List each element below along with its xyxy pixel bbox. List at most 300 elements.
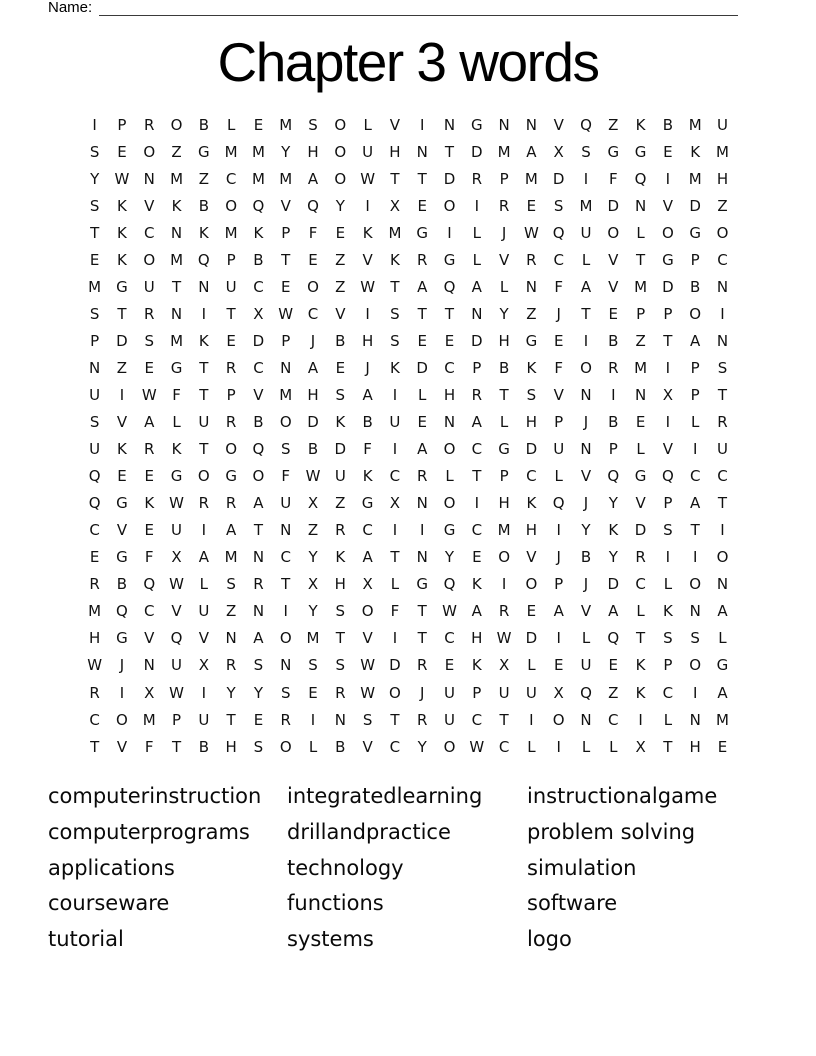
grid-letter: Q bbox=[580, 115, 592, 134]
grid-letter: I bbox=[92, 115, 97, 134]
word-list-item: logo bbox=[527, 927, 572, 952]
grid-letter: N bbox=[89, 358, 101, 377]
grid-letter: S bbox=[335, 385, 346, 404]
grid-letter: O bbox=[170, 115, 183, 134]
grid-letter: P bbox=[90, 331, 100, 350]
grid-letter: L bbox=[663, 575, 673, 594]
grid-letter: D bbox=[389, 656, 401, 675]
grid-letter: I bbox=[665, 413, 671, 432]
grid-letter: H bbox=[443, 385, 456, 404]
grid-letter: L bbox=[581, 629, 591, 648]
grid-letter: Z bbox=[335, 250, 346, 269]
grid-letter: K bbox=[471, 656, 482, 675]
grid-letter: X bbox=[144, 683, 155, 702]
grid-letter: B bbox=[580, 548, 592, 567]
grid-letter: U bbox=[716, 115, 728, 134]
grid-letter: N bbox=[252, 548, 265, 567]
grid-letter: C bbox=[307, 304, 319, 323]
grid-letter: P bbox=[499, 169, 509, 188]
grid-letter: V bbox=[280, 196, 291, 215]
grid-letter: B bbox=[362, 413, 373, 432]
grid-letter: J bbox=[501, 223, 507, 242]
grid-letter: N bbox=[634, 385, 647, 404]
grid-letter: M bbox=[279, 385, 293, 404]
grid-letter: L bbox=[499, 413, 509, 432]
grid-letter: K bbox=[335, 548, 346, 567]
grid-letter: C bbox=[608, 710, 619, 729]
grid-letter: K bbox=[253, 223, 264, 242]
grid-letter: D bbox=[689, 196, 701, 215]
grid-letter: K bbox=[635, 656, 646, 675]
grid-letter: G bbox=[443, 250, 456, 269]
word-list-item: applications bbox=[48, 855, 175, 880]
grid-letter: M bbox=[224, 223, 238, 242]
grid-letter: T bbox=[663, 331, 673, 350]
grid-letter: N bbox=[416, 494, 428, 513]
grid-letter: I bbox=[474, 494, 480, 513]
grid-letter: N bbox=[580, 710, 592, 729]
grid-letter: Q bbox=[607, 467, 620, 486]
word-list-item: software bbox=[527, 891, 618, 916]
grid-letter: M bbox=[224, 142, 238, 161]
grid-letter: N bbox=[252, 602, 265, 621]
grid-letter: T bbox=[171, 737, 182, 756]
grid-letter: T bbox=[199, 385, 209, 404]
grid-letter: J bbox=[556, 548, 561, 567]
grid-letter: J bbox=[556, 304, 561, 323]
grid-letter: I bbox=[392, 440, 398, 459]
grid-letter: F bbox=[144, 737, 154, 756]
grid-letter: Z bbox=[608, 683, 619, 702]
grid-letter: E bbox=[608, 304, 619, 323]
grid-letter: N bbox=[689, 710, 701, 729]
grid-letter: M bbox=[688, 169, 702, 188]
grid-letter: R bbox=[498, 602, 510, 621]
grid-letter: W bbox=[141, 385, 157, 404]
grid-letter: K bbox=[471, 575, 482, 594]
grid-letter: V bbox=[144, 629, 155, 648]
grid-letter: A bbox=[553, 602, 564, 621]
grid-letter: L bbox=[636, 440, 645, 459]
grid-letter: C bbox=[144, 602, 155, 621]
grid-letter: F bbox=[608, 169, 618, 188]
grid-letter: D bbox=[116, 331, 128, 350]
grid-letter: I bbox=[665, 169, 671, 188]
grid-letter: M bbox=[716, 710, 729, 729]
grid-letter: J bbox=[310, 331, 316, 350]
grid-letter: I bbox=[529, 710, 534, 729]
grid-letter: C bbox=[662, 683, 674, 702]
grid-letter: E bbox=[117, 142, 127, 161]
grid-letter: M bbox=[88, 602, 102, 621]
grid-letter: K bbox=[171, 440, 182, 459]
grid-letter: C bbox=[471, 521, 483, 540]
page-title: Chapter 3 words bbox=[217, 31, 599, 93]
grid-letter: N bbox=[198, 277, 210, 296]
grid-letter: L bbox=[172, 413, 181, 432]
grid-letter: D bbox=[607, 575, 620, 594]
grid-letter: P bbox=[554, 413, 564, 432]
grid-letter: N bbox=[443, 115, 456, 134]
grid-letter: U bbox=[198, 602, 210, 621]
grid-letter: E bbox=[253, 710, 264, 729]
grid-letter: O bbox=[443, 440, 456, 459]
grid-letter: C bbox=[471, 710, 483, 729]
grid-letter: I bbox=[474, 196, 480, 215]
grid-letter: D bbox=[471, 142, 483, 161]
grid-letter: K bbox=[117, 440, 127, 459]
word-list-item: functions bbox=[287, 891, 384, 916]
grid-letter: A bbox=[253, 494, 264, 513]
word-list-item: drillandpractice bbox=[287, 819, 451, 844]
grid-letter: J bbox=[583, 494, 589, 513]
word-list-item: courseware bbox=[48, 891, 170, 916]
grid-letter: U bbox=[89, 385, 101, 404]
grid-letter: M bbox=[634, 277, 648, 296]
grid-letter: K bbox=[117, 223, 127, 242]
grid-letter: M bbox=[716, 142, 729, 161]
grid-letter: O bbox=[361, 602, 374, 621]
grid-letter: A bbox=[362, 385, 373, 404]
grid-letter: E bbox=[444, 331, 455, 350]
grid-letter: Z bbox=[717, 196, 728, 215]
grid-letter: P bbox=[663, 656, 673, 675]
grid-letter: P bbox=[690, 250, 700, 269]
grid-letter: Z bbox=[171, 142, 182, 161]
grid-letter: K bbox=[635, 115, 646, 134]
grid-letter: X bbox=[253, 304, 264, 323]
grid-letter: T bbox=[281, 575, 291, 594]
grid-letter: B bbox=[307, 440, 319, 459]
grid-letter: G bbox=[607, 142, 620, 161]
grid-letter: M bbox=[88, 277, 102, 296]
grid-letter: U bbox=[525, 683, 537, 702]
grid-letter: K bbox=[362, 467, 373, 486]
grid-letter: O bbox=[279, 629, 292, 648]
grid-letter: G bbox=[116, 548, 128, 567]
grid-letter: B bbox=[198, 737, 209, 756]
grid-letter: F bbox=[390, 602, 400, 621]
grid-letter: I bbox=[611, 385, 616, 404]
name-row bbox=[48, 0, 738, 16]
grid-letter: U bbox=[198, 413, 210, 432]
grid-letter: S bbox=[89, 304, 100, 323]
grid-letter: H bbox=[498, 494, 510, 513]
grid-letter: S bbox=[717, 358, 728, 377]
grid-letter: F bbox=[172, 385, 181, 404]
grid-letter: N bbox=[525, 115, 538, 134]
grid-letter: A bbox=[417, 277, 428, 296]
grid-letter: I bbox=[419, 521, 425, 540]
grid-letter: I bbox=[720, 521, 725, 540]
grid-letter: U bbox=[580, 656, 592, 675]
grid-letter: I bbox=[665, 358, 671, 377]
grid-letter: P bbox=[472, 358, 482, 377]
grid-letter: I bbox=[283, 602, 288, 621]
grid-letter: Q bbox=[116, 602, 128, 621]
grid-letter: H bbox=[471, 629, 483, 648]
grid-letter: D bbox=[552, 169, 565, 188]
grid-letter: M bbox=[170, 331, 184, 350]
grid-letter: O bbox=[143, 250, 156, 269]
grid-letter: P bbox=[226, 250, 236, 269]
grid-letter: U bbox=[498, 683, 510, 702]
grid-letter: Y bbox=[335, 196, 345, 215]
grid-letter: T bbox=[581, 304, 591, 323]
grid-letter: N bbox=[716, 277, 729, 296]
grid-letter: K bbox=[362, 223, 373, 242]
grid-letter: L bbox=[663, 710, 673, 729]
grid-letter: E bbox=[89, 548, 100, 567]
grid-letter: E bbox=[608, 656, 619, 675]
grid-letter: N bbox=[689, 602, 701, 621]
grid-letter: N bbox=[143, 169, 155, 188]
grid-letter: G bbox=[116, 494, 128, 513]
grid-letter: E bbox=[472, 548, 482, 567]
grid-letter: K bbox=[117, 196, 127, 215]
grid-letter: T bbox=[199, 358, 209, 377]
grid-letter: K bbox=[198, 331, 209, 350]
grid-letter: Y bbox=[581, 521, 591, 540]
grid-letter: S bbox=[390, 331, 400, 350]
grid-letter: Y bbox=[444, 548, 455, 567]
grid-letter: X bbox=[389, 196, 401, 215]
grid-letter: S bbox=[253, 737, 264, 756]
grid-letter: S bbox=[253, 656, 264, 675]
grid-letter: F bbox=[554, 277, 564, 296]
grid-letter: W bbox=[114, 169, 130, 188]
grid-letter: V bbox=[362, 250, 373, 269]
grid-letter: E bbox=[308, 683, 318, 702]
grid-letter: N bbox=[634, 196, 647, 215]
grid-letter: A bbox=[690, 494, 701, 513]
grid-letter: L bbox=[445, 467, 454, 486]
grid-letter: S bbox=[144, 331, 154, 350]
grid-letter: N bbox=[443, 413, 456, 432]
grid-letter: R bbox=[253, 575, 264, 594]
grid-letter: Z bbox=[116, 358, 128, 377]
grid-letter: C bbox=[689, 467, 701, 486]
grid-letter: B bbox=[335, 737, 346, 756]
grid-letter: T bbox=[90, 737, 100, 756]
grid-letter: C bbox=[253, 358, 264, 377]
grid-letter: N bbox=[498, 115, 510, 134]
grid-letter: M bbox=[170, 250, 184, 269]
grid-letter: Z bbox=[608, 115, 619, 134]
grid-letter: R bbox=[526, 250, 537, 269]
grid-letter: L bbox=[636, 602, 645, 621]
grid-letter: O bbox=[225, 196, 238, 215]
grid-letter: A bbox=[690, 331, 701, 350]
grid-letter: Q bbox=[607, 629, 620, 648]
grid-letter: I bbox=[119, 683, 125, 702]
grid-letter: I bbox=[692, 548, 698, 567]
grid-letter: W bbox=[278, 304, 294, 323]
grid-letter: M bbox=[224, 548, 238, 567]
grid-letter: O bbox=[552, 710, 565, 729]
grid-letter: P bbox=[690, 358, 700, 377]
grid-letter: V bbox=[116, 521, 128, 540]
grid-letter: R bbox=[635, 548, 646, 567]
grid-letter: Q bbox=[170, 629, 183, 648]
grid-letter: A bbox=[362, 548, 373, 567]
grid-letter: N bbox=[280, 521, 292, 540]
grid-letter: G bbox=[225, 467, 237, 486]
grid-letter: H bbox=[225, 737, 237, 756]
grid-letter: V bbox=[362, 629, 373, 648]
grid-letter: S bbox=[581, 142, 591, 161]
grid-letter: V bbox=[635, 494, 646, 513]
grid-letter: F bbox=[281, 467, 291, 486]
grid-letter: O bbox=[279, 737, 292, 756]
grid-letter: O bbox=[580, 358, 592, 377]
grid-letter: S bbox=[280, 683, 291, 702]
grid-letter: N bbox=[416, 548, 428, 567]
grid-letter: E bbox=[226, 331, 236, 350]
grid-letter: Q bbox=[552, 494, 565, 513]
grid-letter: Q bbox=[443, 277, 456, 296]
grid-letter: H bbox=[361, 331, 374, 350]
grid-letter: K bbox=[144, 494, 155, 513]
grid-letter: A bbox=[717, 602, 728, 621]
grid-letter: M bbox=[388, 223, 402, 242]
grid-letter: R bbox=[416, 250, 428, 269]
grid-letter: S bbox=[335, 656, 346, 675]
grid-letter: Y bbox=[253, 683, 264, 702]
grid-letter: A bbox=[526, 142, 537, 161]
grid-letter: V bbox=[144, 196, 155, 215]
grid-letter: A bbox=[717, 683, 728, 702]
grid-letter: Z bbox=[307, 521, 319, 540]
grid-letter: Q bbox=[552, 223, 565, 242]
grid-letter: P bbox=[499, 467, 509, 486]
grid-letter: B bbox=[116, 575, 128, 594]
grid-letter: T bbox=[390, 710, 400, 729]
word-list-item: problem solving bbox=[527, 819, 696, 844]
grid-letter: Y bbox=[608, 548, 618, 567]
grid-letter: E bbox=[144, 358, 154, 377]
grid-letter: U bbox=[143, 277, 155, 296]
grid-letter: P bbox=[636, 304, 646, 323]
grid-letter: R bbox=[416, 467, 428, 486]
grid-letter: Y bbox=[226, 683, 236, 702]
grid-letter: I bbox=[692, 440, 698, 459]
grid-letter: M bbox=[279, 169, 293, 188]
grid-letter: O bbox=[143, 142, 156, 161]
grid-letter: L bbox=[472, 250, 481, 269]
grid-letter: G bbox=[662, 250, 674, 269]
grid-letter: X bbox=[389, 494, 401, 513]
grid-letter: T bbox=[499, 385, 509, 404]
grid-letter: W bbox=[360, 277, 376, 296]
grid-letter: P bbox=[690, 385, 700, 404]
grid-letter: F bbox=[308, 223, 318, 242]
grid-letter: U bbox=[444, 710, 455, 729]
grid-letter: M bbox=[634, 358, 648, 377]
grid-letter: B bbox=[608, 331, 619, 350]
grid-letter: T bbox=[717, 494, 728, 513]
word-list-item: integratedlearning bbox=[287, 784, 483, 808]
grid-letter: W bbox=[469, 737, 485, 756]
name-label: Name: bbox=[48, 0, 93, 16]
grid-letter: A bbox=[471, 277, 482, 296]
grid-letter: L bbox=[472, 223, 481, 242]
grid-letter: S bbox=[308, 115, 318, 134]
grid-letter: V bbox=[498, 250, 510, 269]
grid-letter: M bbox=[524, 169, 538, 188]
grid-letter: X bbox=[362, 575, 373, 594]
word-list-item: tutorial bbox=[48, 927, 124, 952]
grid-letter: O bbox=[443, 196, 456, 215]
grid-letter: Y bbox=[608, 494, 618, 513]
grid-letter: G bbox=[116, 629, 128, 648]
grid-letter: V bbox=[608, 250, 619, 269]
grid-letter: H bbox=[334, 575, 346, 594]
word-list-item: technology bbox=[287, 855, 404, 880]
grid-letter: V bbox=[580, 602, 592, 621]
grid-letter: K bbox=[389, 358, 400, 377]
grid-letter: G bbox=[470, 115, 483, 134]
grid-letter: O bbox=[607, 223, 620, 242]
grid-letter: T bbox=[90, 223, 100, 242]
grid-letter: X bbox=[498, 656, 510, 675]
grid-letter: N bbox=[280, 656, 292, 675]
grid-letter: I bbox=[201, 304, 207, 323]
grid-letter: E bbox=[663, 142, 673, 161]
grid-letter: D bbox=[471, 331, 483, 350]
grid-letter: P bbox=[608, 440, 618, 459]
grid-letter: K bbox=[608, 521, 619, 540]
grid-letter: T bbox=[281, 250, 291, 269]
grid-letter: T bbox=[690, 521, 700, 540]
grid-letter: I bbox=[720, 304, 725, 323]
grid-letter: I bbox=[365, 304, 370, 323]
grid-letter: H bbox=[689, 737, 701, 756]
grid-letter: K bbox=[117, 250, 127, 269]
grid-letter: P bbox=[554, 575, 564, 594]
grid-letter: I bbox=[119, 385, 125, 404]
grid-letter: R bbox=[471, 385, 483, 404]
grid-letter: R bbox=[225, 494, 237, 513]
grid-letter: I bbox=[392, 385, 398, 404]
grid-letter: V bbox=[526, 548, 537, 567]
grid-letter: Q bbox=[443, 575, 456, 594]
grid-letter: T bbox=[390, 277, 400, 296]
grid-letter: V bbox=[335, 304, 346, 323]
grid-letter: B bbox=[690, 277, 701, 296]
grid-letter: O bbox=[689, 304, 702, 323]
grid-letter: W bbox=[523, 223, 539, 242]
grid-letter: W bbox=[169, 494, 184, 513]
grid-letter: V bbox=[553, 115, 564, 134]
grid-letter: G bbox=[498, 440, 510, 459]
word-list-column bbox=[287, 779, 527, 958]
grid-letter: L bbox=[554, 467, 563, 486]
grid-letter: G bbox=[689, 223, 701, 242]
grid-letter: B bbox=[253, 413, 264, 432]
grid-letter: S bbox=[335, 602, 346, 621]
grid-letter: I bbox=[556, 737, 561, 756]
grid-letter: A bbox=[198, 548, 209, 567]
word-list bbox=[48, 779, 778, 958]
grid-letter: I bbox=[365, 196, 370, 215]
grid-letter: C bbox=[717, 467, 728, 486]
grid-letter: N bbox=[143, 656, 155, 675]
grid-letter: C bbox=[144, 223, 155, 242]
grid-letter: I bbox=[692, 683, 698, 702]
grid-letter: C bbox=[89, 710, 100, 729]
grid-letter: A bbox=[471, 413, 482, 432]
